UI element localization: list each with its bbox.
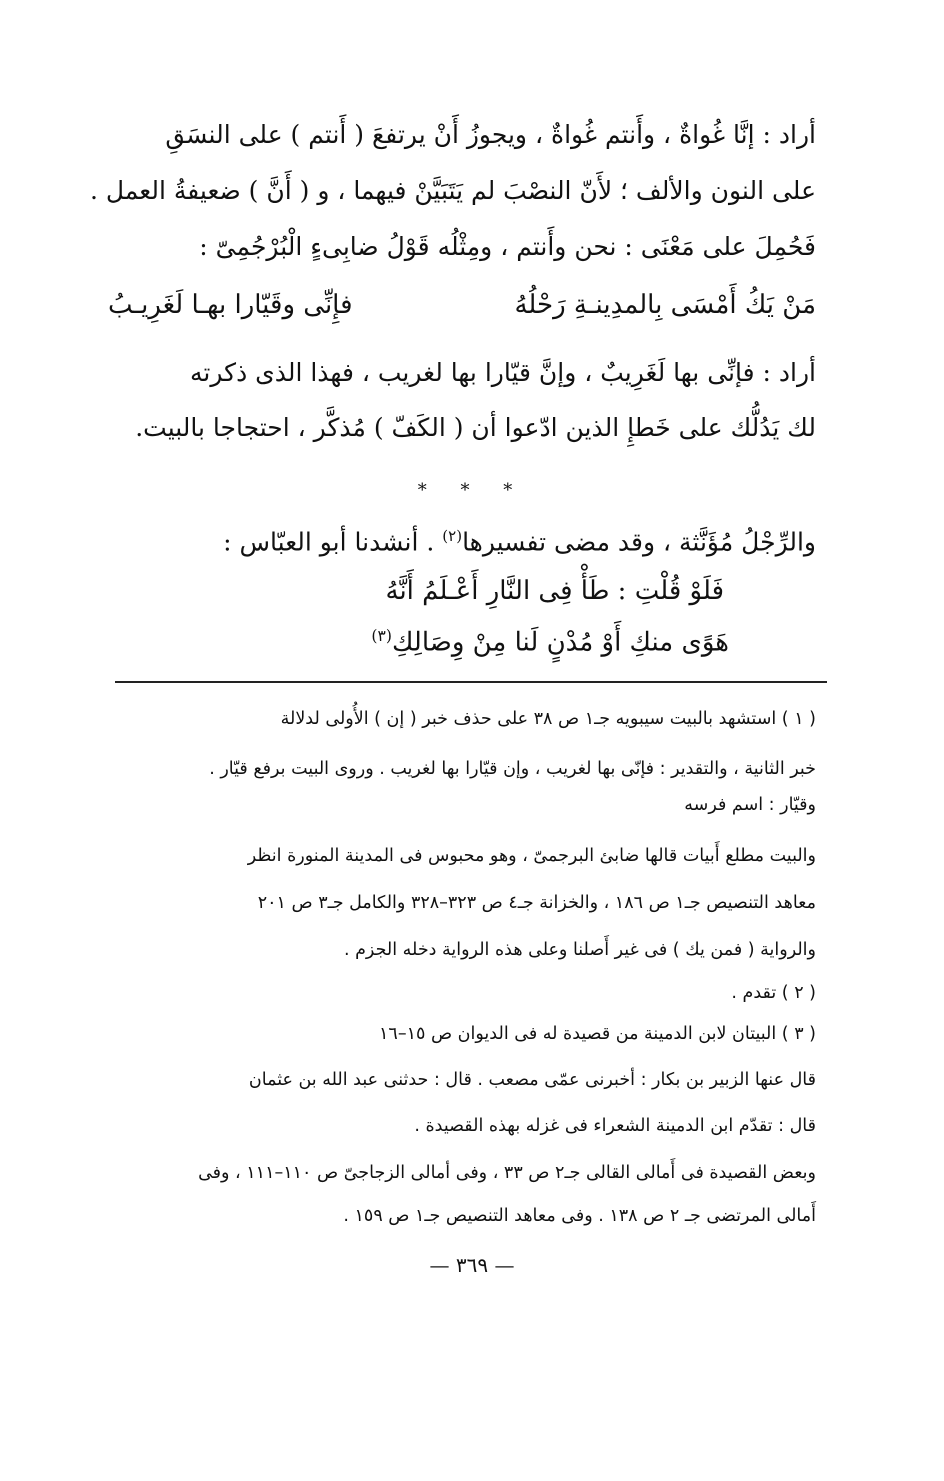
footnote-line: والبيت مطلع أَبيات قالها ضابئ البرجمىّ ، وهو محبوس فى المدينة المنورة انظر — [247, 846, 816, 866]
footnote-ref: (٢) — [442, 527, 463, 545]
body-line: لك يَدُلُّك على خَطإِ الذين ادّعوا أن ( الكَفّ ) مُذكَّر ، احتجاجا بالبيت. — [135, 413, 816, 442]
footnote-line: ( ٢ ) تقدم . — [731, 983, 816, 1003]
footnote-line: والرواية ( فمن يك ) فى غير أَصلنا وعلى هذه الرواية دخله الجزم . — [343, 940, 816, 960]
footnote-line: قال : تقدّم ابن الدمينة الشعراء فى غزله بهذه القصيدة . — [414, 1116, 816, 1136]
footnote-divider — [115, 681, 827, 683]
body-text: . أنشدنا أبو العبّاس : — [223, 527, 435, 557]
footnote-ref: (٣) — [371, 627, 392, 645]
footnote-line: وقيّار : اسم فرسه — [684, 795, 816, 815]
section-separator: * * * — [417, 480, 527, 501]
footnote-line: معاهد التنصيص جـ١ ص ١٨٦ ، والخزانة جـ٤ ص ٣٢٣–٣٢٨ والكامل جـ٣ ص ٢٠١ — [257, 893, 816, 913]
footnote-line: ( ٣ ) البيتان لابن الدمينة من قصيدة له فى الديوان ص ١٥–١٦ — [379, 1024, 816, 1044]
verse-line — [371, 627, 729, 658]
verse-line: فَلَوْ قُلْتِ : طَأْ فِى النَّارِ أَعْـلَمُ أَنَّهُ — [385, 576, 724, 606]
body-line: على النون والألف ؛ لأَنّ النصْبَ لم يَتَبَيَّنْ فيهما ، و ( أَنَّ ) ضعيفةُ العمل . — [90, 176, 816, 205]
footnote-line: أَمالى المرتضى جـ ٢ ص ١٣٨ . وفى معاهد التنصيص جـ١ ص ١٥٩ . — [343, 1206, 816, 1226]
footnote-line: قال عنها الزبير بن بكار : أخبرنى عمّى مصعب . قال : حدثنى عبد الله بن عثمان — [248, 1070, 816, 1090]
verse-hemistich-left: فإِنِّى وقَيّارا بهـا لَغَرِيـبُ — [108, 290, 353, 320]
footnote-line: ( ١ ) استشهد بالبيت سيبويه جـ١ ص ٣٨ على حذف خبر ( إن ) الأُولى لدلالة — [280, 709, 816, 729]
body-line — [223, 527, 816, 556]
verse-hemistich-right: مَنْ يَكُ أَمْسَى بِالمدِينـةِ رَحْلُهُ — [514, 290, 816, 320]
page-number: — ٣٦٩ — — [429, 1253, 515, 1277]
body-line: أراد : إنَّا غُواةٌ ، وأَنتم غُواةٌ ، ويجوزُ أَنْ يرتفعَ ( أَنتم ) على النسَقِ — [165, 120, 816, 149]
verse-text: هَوًى منكِ أَوْ مُدْنٍ لَنا مِنْ وِصَالِكِ — [391, 627, 729, 658]
footnote-line: خبر الثانية ، والتقدير : فإنّى بها لغريب ، وإن قيّارا بها لغريب . وروى البيت برفع قيّار . — [209, 759, 816, 779]
body-text: والرِّجْلُ مُؤَنَّثة ، وقد مضى تفسيرها — [462, 527, 816, 557]
footnote-line: وبعض القصيدة فى أَمالى القالى جـ٢ ص ٣٣ ، وفى أمالى الزجاجىّ ص ١١٠–١١١ ، وفى — [198, 1163, 816, 1183]
body-line: فَحُمِلَ على مَعْنَى : نحن وأَنتم ، ومِثْلُه قَوْلُ ضابِىءٍ الْبُرْجُمِىّ : — [199, 232, 816, 261]
body-line: أراد : فإنِّى بها لَغَرِيبٌ ، وإنَّ قيّارا بها لغريب ، فهذا الذى ذكرته — [190, 358, 816, 387]
